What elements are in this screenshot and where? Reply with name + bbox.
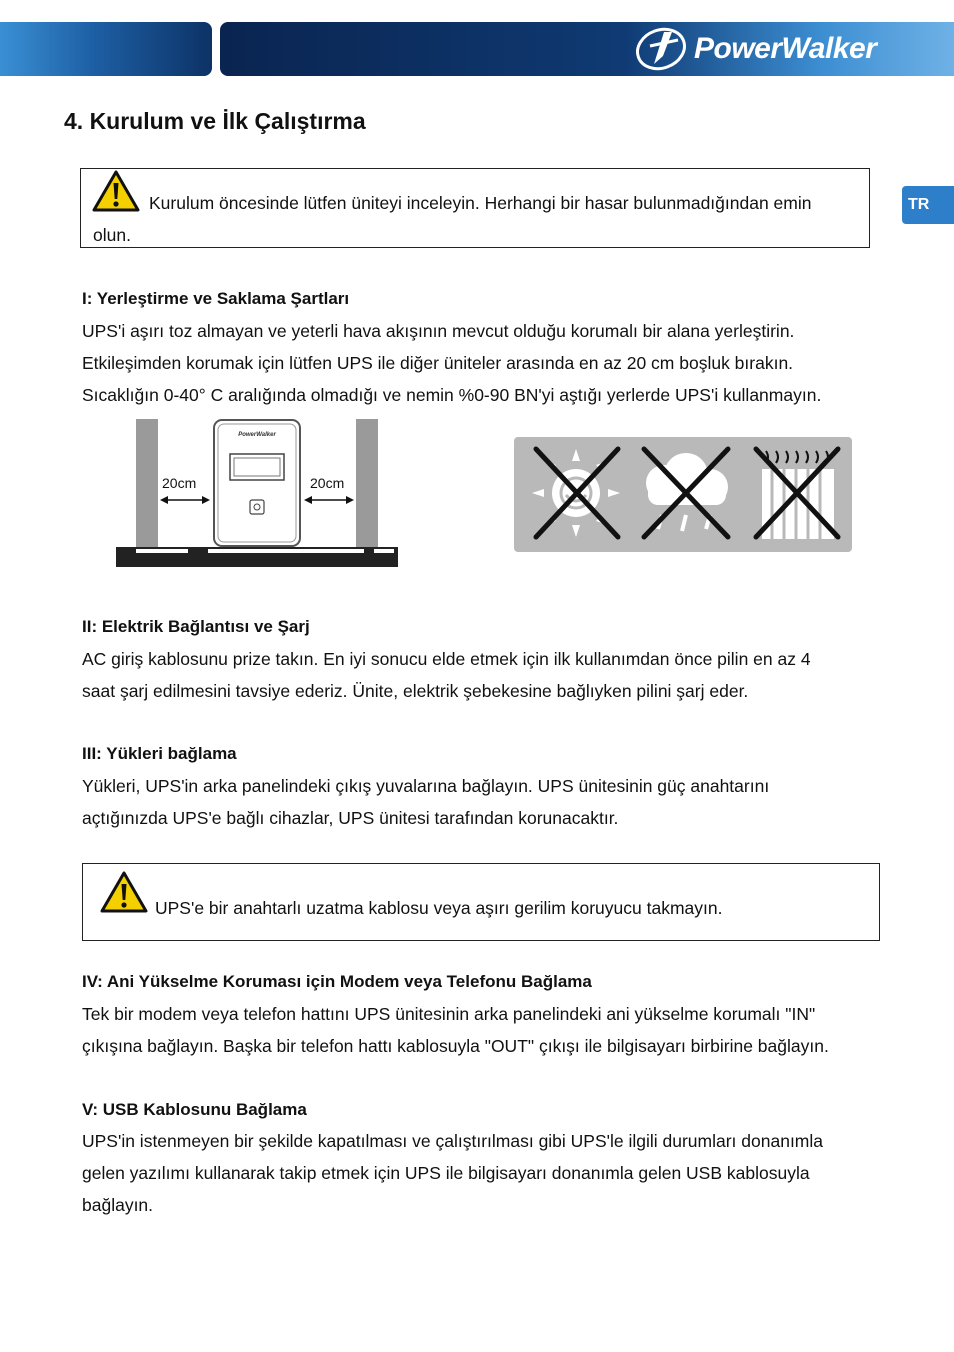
warning-text-inspection: Kurulum öncesinde lütfen üniteyi inceleyin. Herhangi bir hasar bulunmadığından emin olun.	[93, 193, 812, 245]
text-line: açtığınızda UPS'e bağlı cihazlar, UPS ünitesi tarafından korunacaktır.	[82, 808, 619, 828]
text-line: çıkışına bağlayın. Başka bir telefon hattı kablosuyla "OUT" çıkışı ile bilgisayarı birbirine bağlayın.	[82, 1036, 829, 1056]
left-clearance-label: 20cm	[162, 475, 197, 491]
right-clearance-label: 20cm	[310, 475, 345, 491]
warning-box-inspection	[80, 168, 870, 248]
language-tab[interactable]: TR	[902, 186, 954, 224]
warning-box-extension	[82, 863, 880, 941]
section-body-power	[82, 643, 882, 707]
section-heading-power: II: Elektrik Bağlantısı ve Şarj	[82, 617, 310, 636]
section-body-modem	[82, 998, 892, 1062]
ups-clearance-diagram	[112, 416, 404, 572]
section-body-loads	[82, 770, 882, 834]
left-wall	[136, 419, 158, 547]
brand-name: PowerWalker	[694, 32, 877, 65]
left-clearance-arrow	[160, 496, 210, 504]
text-line: UPS'in istenmeyen bir şekilde kapatılması ve çalıştırılması gibi UPS'le ilgili durumları donanımla	[82, 1131, 824, 1151]
text-line: Yükleri, UPS'in arka panelindeki çıkış yuvalarına bağlayın. UPS ünitesinin güç anahtarını	[82, 776, 770, 796]
section-heading-usb: V: USB Kablosunu Bağlama	[82, 1100, 307, 1119]
warning-icon	[99, 870, 149, 914]
ups-unit	[214, 420, 300, 546]
text-line: Sıcaklığın 0-40° C aralığında olmadığı ve nemin %0-90 BN'yi aştığı yerlerde UPS'i kullanmayın.	[82, 385, 822, 405]
text-line: Etkileşimden korumak için lütfen UPS ile diğer üniteler arasında en az 20 cm boşluk bırakın.	[82, 353, 794, 373]
page-title: 4. Kurulum ve İlk Çalıştırma	[64, 108, 366, 134]
text-line: bağlayın.	[82, 1195, 154, 1215]
section-heading-loads: III: Yükleri bağlama	[82, 744, 237, 763]
text-line: gelen yazılımı kullanarak takip etmek için UPS ile bilgisayarı donanımla gelen USB kablosuyla	[82, 1163, 810, 1183]
prohibited-conditions-panel	[514, 437, 852, 552]
header-left-band	[0, 22, 212, 76]
text-line: UPS'i aşırı toz almayan ve yeterli hava akışının mevcut olduğu korumalı bir alana yerleştirin.	[82, 321, 795, 341]
section-heading-placement: I: Yerleştirme ve Saklama Şartları	[82, 289, 350, 308]
right-clearance-arrow	[304, 496, 354, 504]
text-line: Tek bir modem veya telefon hattını UPS ünitesinin arka panelindeki ani yükselme korumalı "IN"	[82, 1004, 816, 1024]
right-wall	[356, 419, 378, 547]
section-body-usb	[82, 1125, 892, 1221]
section-heading-modem: IV: Ani Yükselme Koruması için Modem veya Telefonu Bağlama	[82, 972, 592, 991]
brand-logo	[632, 26, 942, 72]
warning-text-extension: UPS'e bir anahtarlı uzatma kablosu veya aşırı gerilim koruyucu takmayın.	[155, 898, 723, 918]
ups-brand-label: PowerWalker	[238, 432, 276, 438]
powerwalker-logo-icon	[632, 26, 690, 72]
text-line: saat şarj edilmesini tavsiye ederiz. Ünite, elektrik şebekesine bağlıyken pilini şarj eder.	[82, 681, 749, 701]
section-body-placement	[82, 315, 882, 411]
ups-power-button	[250, 500, 264, 514]
text-line: AC giriş kablosunu prize takın. En iyi sonucu elde etmek için ilk kullanımdan önce pilin en az 4	[82, 649, 811, 669]
